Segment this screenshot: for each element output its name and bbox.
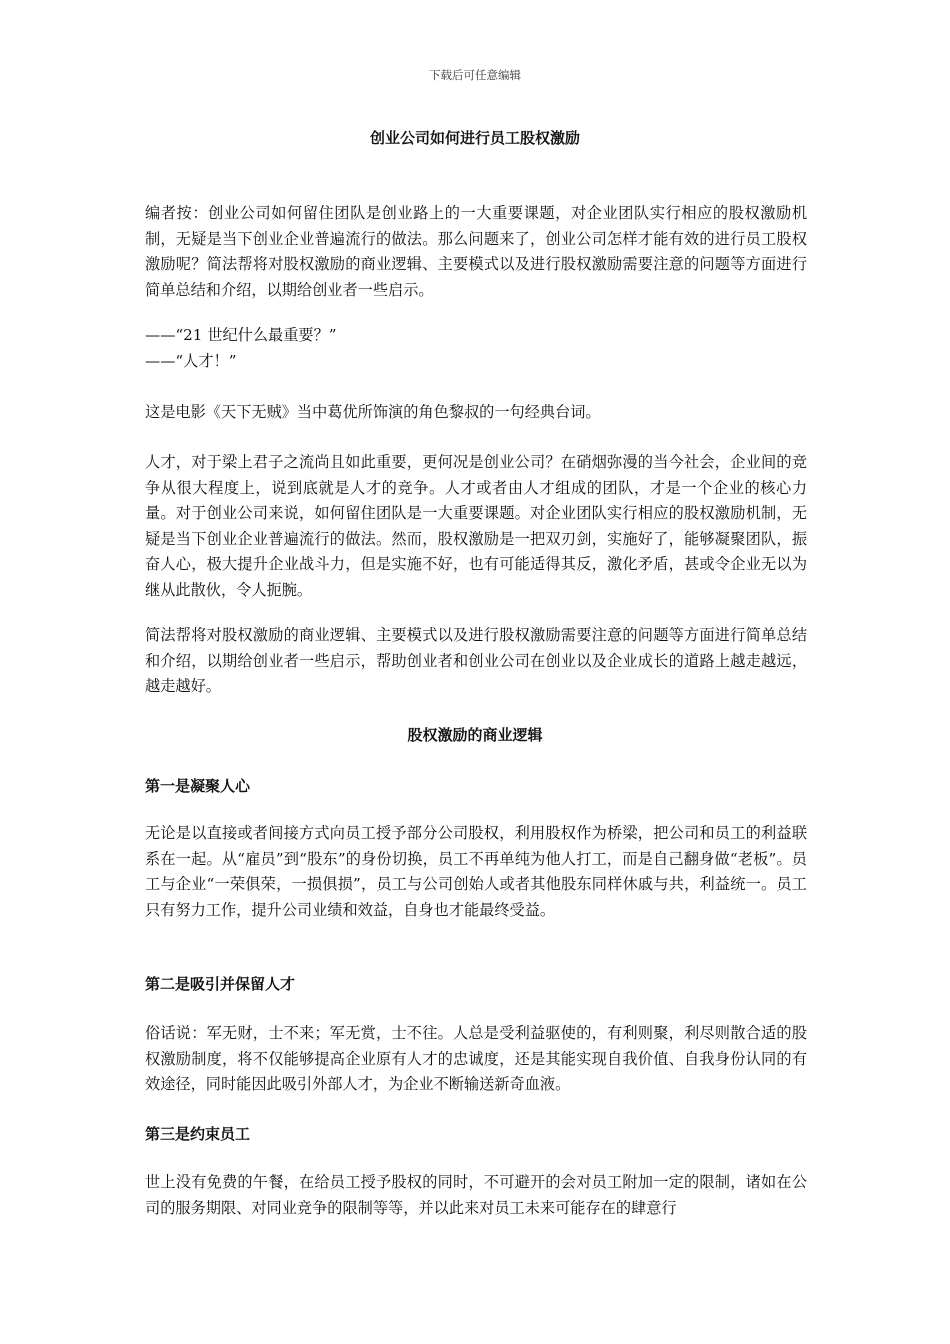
editor-note-paragraph — [145, 201, 807, 303]
point-1-text: 无论是以直接或者间接方式向员工授予部分公司股权，利用股权作为桥梁，把公司和员工的利益联系在一起。从“雇员”到“股东”的身份切换，员工不再单纯为他人打工，而是自己翻身做“老板”。员工与企业“一荣俱荣，一损俱损”，员工与公司创始人或者其他股东同样休戚与共，利益统一。员工只有努力工作，提升公司业绩和效益，自身也才能最终受益。 — [145, 824, 807, 919]
intro-paragraph-text: 简法帮将对股权激励的商业逻辑、主要模式以及进行股权激励需要注意的问题等方面进行简单总结和介绍，以期给创业者一些启示，帮助创业者和创业公司在创业以及企业成长的道路上越走越远，越走越好。 — [145, 626, 807, 696]
point-3-heading: 第三是约束员工 — [145, 1125, 251, 1143]
point-1-heading: 第一是凝聚人心 — [145, 777, 251, 795]
header-note: 下载后可任意编辑 — [429, 68, 521, 82]
point-2-text: 俗话说：军无财，士不来；军无赏，士不往。人总是受利益驱使的，有利则聚，利尽则散合适的股权激励制度，将不仅能够提高企业原有人才的忠诚度，还是其能实现自我价值、自我身份认同的有效途径，同时能因此吸引外部人才，为企业不断输送新奇血液。 — [145, 1024, 807, 1094]
quote-line-1: ——“21 世纪什么最重要？” — [145, 326, 337, 344]
point-3-paragraph — [145, 1170, 807, 1221]
intro-paragraph — [145, 623, 807, 700]
section-heading: 股权激励的商业逻辑 — [407, 726, 543, 744]
quote-line-2: ——“人才！” — [145, 351, 237, 370]
movie-line-text: 这是电影《天下无贼》当中葛优所饰演的角色黎叔的一句经典台词。 — [145, 403, 601, 421]
point-1-paragraph — [145, 821, 807, 923]
talent-paragraph — [145, 450, 807, 604]
talent-paragraph-text: 人才，对于梁上君子之流尚且如此重要，更何况是创业公司？在硝烟弥漫的当今社会，企业间的竞争从很大程度上，说到底就是人才的竞争。人才或者由人才组成的团队，才是一个企业的核心力量。对于创业公司来说，如何留住团队是一大重要课题。对企业团队实行相应的股权激励机制，无疑是当下创业企业普遍流行的做法。然而，股权激励是一把双刃剑，实施好了，能够凝聚团队，振奋人心，极大提升企业战斗力，但是实施不好，也有可能适得其反，激化矛盾，甚或令企业无以为继从此散伙，令人扼腕。 — [145, 453, 807, 599]
point-3-text: 世上没有免费的午餐，在给员工授予股权的同时，不可避开的会对员工附加一定的限制，诸如在公司的服务期限、对同业竞争的限制等等，并以此来对员工未来可能存在的肆意行 — [145, 1173, 807, 1217]
movie-line-paragraph — [145, 400, 807, 426]
editor-note-text: 编者按：创业公司如何留住团队是创业路上的一大重要课题，对企业团队实行相应的股权激励机制，无疑是当下创业企业普遍流行的做法。那么问题来了，创业公司怎样才能有效的进行员工股权激励呢？简法帮将对股权激励的商业逻辑、主要模式以及进行股权激励需要注意的问题等方面进行简单总结和介绍，以期给创业者一些启示。 — [145, 204, 807, 299]
quote-block — [145, 323, 807, 374]
document-title: 创业公司如何进行员工股权激励 — [369, 129, 580, 147]
point-2-paragraph — [145, 1021, 807, 1098]
point-2-heading: 第二是吸引并保留人才 — [145, 975, 296, 993]
